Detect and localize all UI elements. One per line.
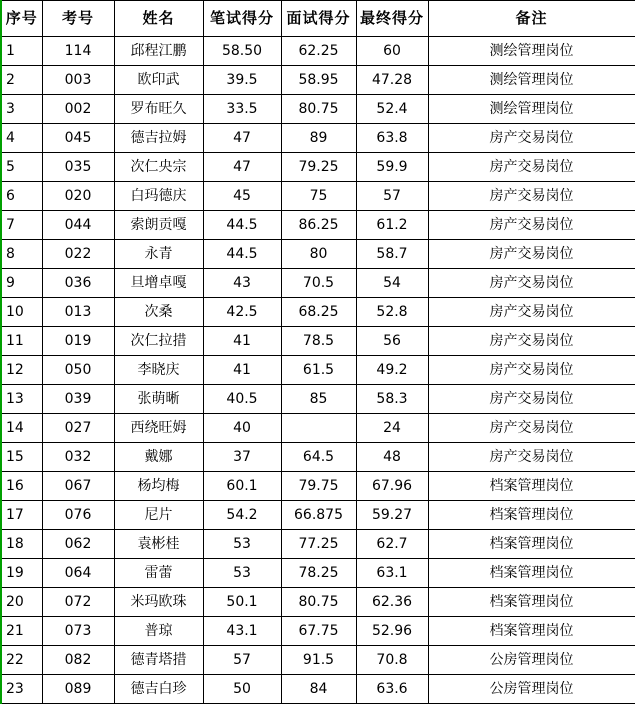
row-note: 档案管理岗位 <box>428 588 635 617</box>
table-row <box>1 66 635 95</box>
row-interview-score: 85 <box>281 385 356 414</box>
row-index: 1 <box>1 37 42 66</box>
row-written-score: 41 <box>203 356 281 385</box>
row-written-score: 44.5 <box>203 240 281 269</box>
row-final-score: 57 <box>356 182 428 211</box>
row-name: 索朗贡嘎 <box>114 211 203 240</box>
header-index: 序号 <box>1 1 42 37</box>
row-index: 8 <box>1 240 42 269</box>
row-name: 德吉白珍 <box>114 675 203 704</box>
table-row <box>1 559 635 588</box>
table-row <box>1 37 635 66</box>
row-final-score: 54 <box>356 269 428 298</box>
row-exam-no: 072 <box>42 588 114 617</box>
row-interview-score: 62.25 <box>281 37 356 66</box>
table-row <box>1 588 635 617</box>
row-name: 次桑 <box>114 298 203 327</box>
row-index: 18 <box>1 530 42 559</box>
row-interview-score: 68.25 <box>281 298 356 327</box>
row-index: 20 <box>1 588 42 617</box>
row-note: 档案管理岗位 <box>428 501 635 530</box>
row-interview-score: 86.25 <box>281 211 356 240</box>
row-interview-score: 84 <box>281 675 356 704</box>
header-exam-no: 考号 <box>42 1 114 37</box>
row-index: 17 <box>1 501 42 530</box>
row-final-score: 61.2 <box>356 211 428 240</box>
row-exam-no: 064 <box>42 559 114 588</box>
row-final-score: 63.8 <box>356 124 428 153</box>
table-row <box>1 385 635 414</box>
row-interview-score: 77.25 <box>281 530 356 559</box>
row-exam-no: 045 <box>42 124 114 153</box>
row-index: 22 <box>1 646 42 675</box>
row-exam-no: 022 <box>42 240 114 269</box>
table-row <box>1 240 635 269</box>
row-written-score: 60.1 <box>203 472 281 501</box>
row-written-score: 41 <box>203 327 281 356</box>
row-written-score: 33.5 <box>203 95 281 124</box>
row-name: 白玛德庆 <box>114 182 203 211</box>
row-index: 13 <box>1 385 42 414</box>
row-note: 档案管理岗位 <box>428 472 635 501</box>
row-index: 4 <box>1 124 42 153</box>
row-final-score: 59.27 <box>356 501 428 530</box>
row-note: 公房管理岗位 <box>428 675 635 704</box>
row-name: 次仁央宗 <box>114 153 203 182</box>
row-note: 房产交易岗位 <box>428 356 635 385</box>
row-name: 雷蕾 <box>114 559 203 588</box>
row-interview-score: 80.75 <box>281 588 356 617</box>
row-written-score: 50 <box>203 675 281 704</box>
table-row <box>1 182 635 211</box>
row-final-score: 24 <box>356 414 428 443</box>
row-note: 房产交易岗位 <box>428 327 635 356</box>
table-row <box>1 95 635 124</box>
row-index: 23 <box>1 675 42 704</box>
row-exam-no: 003 <box>42 66 114 95</box>
row-final-score: 59.9 <box>356 153 428 182</box>
row-final-score: 58.3 <box>356 385 428 414</box>
row-index: 6 <box>1 182 42 211</box>
row-note: 公房管理岗位 <box>428 646 635 675</box>
row-note: 房产交易岗位 <box>428 182 635 211</box>
row-note: 房产交易岗位 <box>428 385 635 414</box>
row-written-score: 40 <box>203 414 281 443</box>
row-name: 罗布旺久 <box>114 95 203 124</box>
row-note: 房产交易岗位 <box>428 211 635 240</box>
row-written-score: 53 <box>203 530 281 559</box>
row-exam-no: 036 <box>42 269 114 298</box>
header-name: 姓名 <box>114 1 203 37</box>
table-row <box>1 646 635 675</box>
row-index: 21 <box>1 617 42 646</box>
table-row <box>1 124 635 153</box>
row-written-score: 40.5 <box>203 385 281 414</box>
row-final-score: 60 <box>356 37 428 66</box>
row-written-score: 44.5 <box>203 211 281 240</box>
header-row <box>1 1 635 37</box>
row-name: 邱程江鹏 <box>114 37 203 66</box>
row-final-score: 62.36 <box>356 588 428 617</box>
row-index: 11 <box>1 327 42 356</box>
row-written-score: 37 <box>203 443 281 472</box>
row-index: 10 <box>1 298 42 327</box>
row-note: 测绘管理岗位 <box>428 95 635 124</box>
row-index: 9 <box>1 269 42 298</box>
row-interview-score: 61.5 <box>281 356 356 385</box>
row-exam-no: 114 <box>42 37 114 66</box>
row-written-score: 43 <box>203 269 281 298</box>
row-written-score: 39.5 <box>203 66 281 95</box>
table-row <box>1 327 635 356</box>
row-final-score: 52.96 <box>356 617 428 646</box>
table-row <box>1 675 635 704</box>
row-name: 米玛欧珠 <box>114 588 203 617</box>
row-note: 测绘管理岗位 <box>428 66 635 95</box>
row-interview-score: 91.5 <box>281 646 356 675</box>
table-row <box>1 530 635 559</box>
row-name: 欧印武 <box>114 66 203 95</box>
table-row <box>1 443 635 472</box>
row-written-score: 57 <box>203 646 281 675</box>
row-written-score: 58.50 <box>203 37 281 66</box>
row-name: 杨均梅 <box>114 472 203 501</box>
header-note: 备注 <box>428 1 635 37</box>
row-final-score: 47.28 <box>356 66 428 95</box>
row-interview-score: 80.75 <box>281 95 356 124</box>
row-index: 5 <box>1 153 42 182</box>
row-name: 永青 <box>114 240 203 269</box>
row-index: 3 <box>1 95 42 124</box>
row-name: 戴娜 <box>114 443 203 472</box>
row-index: 7 <box>1 211 42 240</box>
row-written-score: 47 <box>203 124 281 153</box>
table-row <box>1 414 635 443</box>
header-final-score: 最终得分 <box>356 1 428 37</box>
row-note: 房产交易岗位 <box>428 240 635 269</box>
row-index: 19 <box>1 559 42 588</box>
row-written-score: 54.2 <box>203 501 281 530</box>
row-note: 房产交易岗位 <box>428 443 635 472</box>
row-index: 2 <box>1 66 42 95</box>
row-name: 尼片 <box>114 501 203 530</box>
row-interview-score: 79.75 <box>281 472 356 501</box>
row-exam-no: 062 <box>42 530 114 559</box>
row-note: 测绘管理岗位 <box>428 37 635 66</box>
row-final-score: 52.8 <box>356 298 428 327</box>
header-written-score: 笔试得分 <box>203 1 281 37</box>
row-note: 房产交易岗位 <box>428 298 635 327</box>
row-final-score: 62.7 <box>356 530 428 559</box>
row-final-score: 63.1 <box>356 559 428 588</box>
row-note: 房产交易岗位 <box>428 414 635 443</box>
row-exam-no: 020 <box>42 182 114 211</box>
row-interview-score: 79.25 <box>281 153 356 182</box>
row-note: 档案管理岗位 <box>428 617 635 646</box>
row-interview-score: 66.875 <box>281 501 356 530</box>
row-interview-score: 78.25 <box>281 559 356 588</box>
table-row <box>1 269 635 298</box>
row-written-score: 53 <box>203 559 281 588</box>
table-row <box>1 356 635 385</box>
table-row <box>1 153 635 182</box>
row-name: 西绕旺姆 <box>114 414 203 443</box>
row-note: 房产交易岗位 <box>428 124 635 153</box>
row-written-score: 42.5 <box>203 298 281 327</box>
row-final-score: 67.96 <box>356 472 428 501</box>
table-row <box>1 298 635 327</box>
row-name: 李晓庆 <box>114 356 203 385</box>
row-exam-no: 019 <box>42 327 114 356</box>
row-index: 16 <box>1 472 42 501</box>
row-exam-no: 050 <box>42 356 114 385</box>
row-name: 张萌晰 <box>114 385 203 414</box>
header-interview-score: 面试得分 <box>281 1 356 37</box>
row-written-score: 45 <box>203 182 281 211</box>
row-written-score: 47 <box>203 153 281 182</box>
row-final-score: 56 <box>356 327 428 356</box>
row-interview-score: 75 <box>281 182 356 211</box>
table-row <box>1 472 635 501</box>
row-exam-no: 044 <box>42 211 114 240</box>
row-note: 房产交易岗位 <box>428 269 635 298</box>
table-body <box>1 37 635 704</box>
row-exam-no: 002 <box>42 95 114 124</box>
row-interview-score: 64.5 <box>281 443 356 472</box>
row-exam-no: 027 <box>42 414 114 443</box>
row-written-score: 43.1 <box>203 617 281 646</box>
row-exam-no: 089 <box>42 675 114 704</box>
table-row <box>1 501 635 530</box>
row-exam-no: 032 <box>42 443 114 472</box>
row-index: 14 <box>1 414 42 443</box>
row-name: 旦增卓嘎 <box>114 269 203 298</box>
row-exam-no: 035 <box>42 153 114 182</box>
row-interview-score: 58.95 <box>281 66 356 95</box>
row-written-score: 50.1 <box>203 588 281 617</box>
row-index: 15 <box>1 443 42 472</box>
row-exam-no: 082 <box>42 646 114 675</box>
row-exam-no: 073 <box>42 617 114 646</box>
row-name: 德青塔措 <box>114 646 203 675</box>
row-index: 12 <box>1 356 42 385</box>
row-interview-score: 80 <box>281 240 356 269</box>
table-row <box>1 211 635 240</box>
row-interview-score: 67.75 <box>281 617 356 646</box>
row-interview-score: 70.5 <box>281 269 356 298</box>
row-name: 德吉拉姆 <box>114 124 203 153</box>
table-row <box>1 617 635 646</box>
row-name: 次仁拉措 <box>114 327 203 356</box>
row-final-score: 58.7 <box>356 240 428 269</box>
row-name: 普琼 <box>114 617 203 646</box>
row-interview-score: 78.5 <box>281 327 356 356</box>
row-final-score: 52.4 <box>356 95 428 124</box>
row-note: 房产交易岗位 <box>428 153 635 182</box>
row-final-score: 49.2 <box>356 356 428 385</box>
row-interview-score <box>281 414 356 443</box>
row-final-score: 63.6 <box>356 675 428 704</box>
row-exam-no: 067 <box>42 472 114 501</box>
row-exam-no: 039 <box>42 385 114 414</box>
row-exam-no: 076 <box>42 501 114 530</box>
row-final-score: 48 <box>356 443 428 472</box>
row-exam-no: 013 <box>42 298 114 327</box>
row-final-score: 70.8 <box>356 646 428 675</box>
row-interview-score: 89 <box>281 124 356 153</box>
row-name: 袁彬桂 <box>114 530 203 559</box>
row-note: 档案管理岗位 <box>428 530 635 559</box>
row-note: 档案管理岗位 <box>428 559 635 588</box>
